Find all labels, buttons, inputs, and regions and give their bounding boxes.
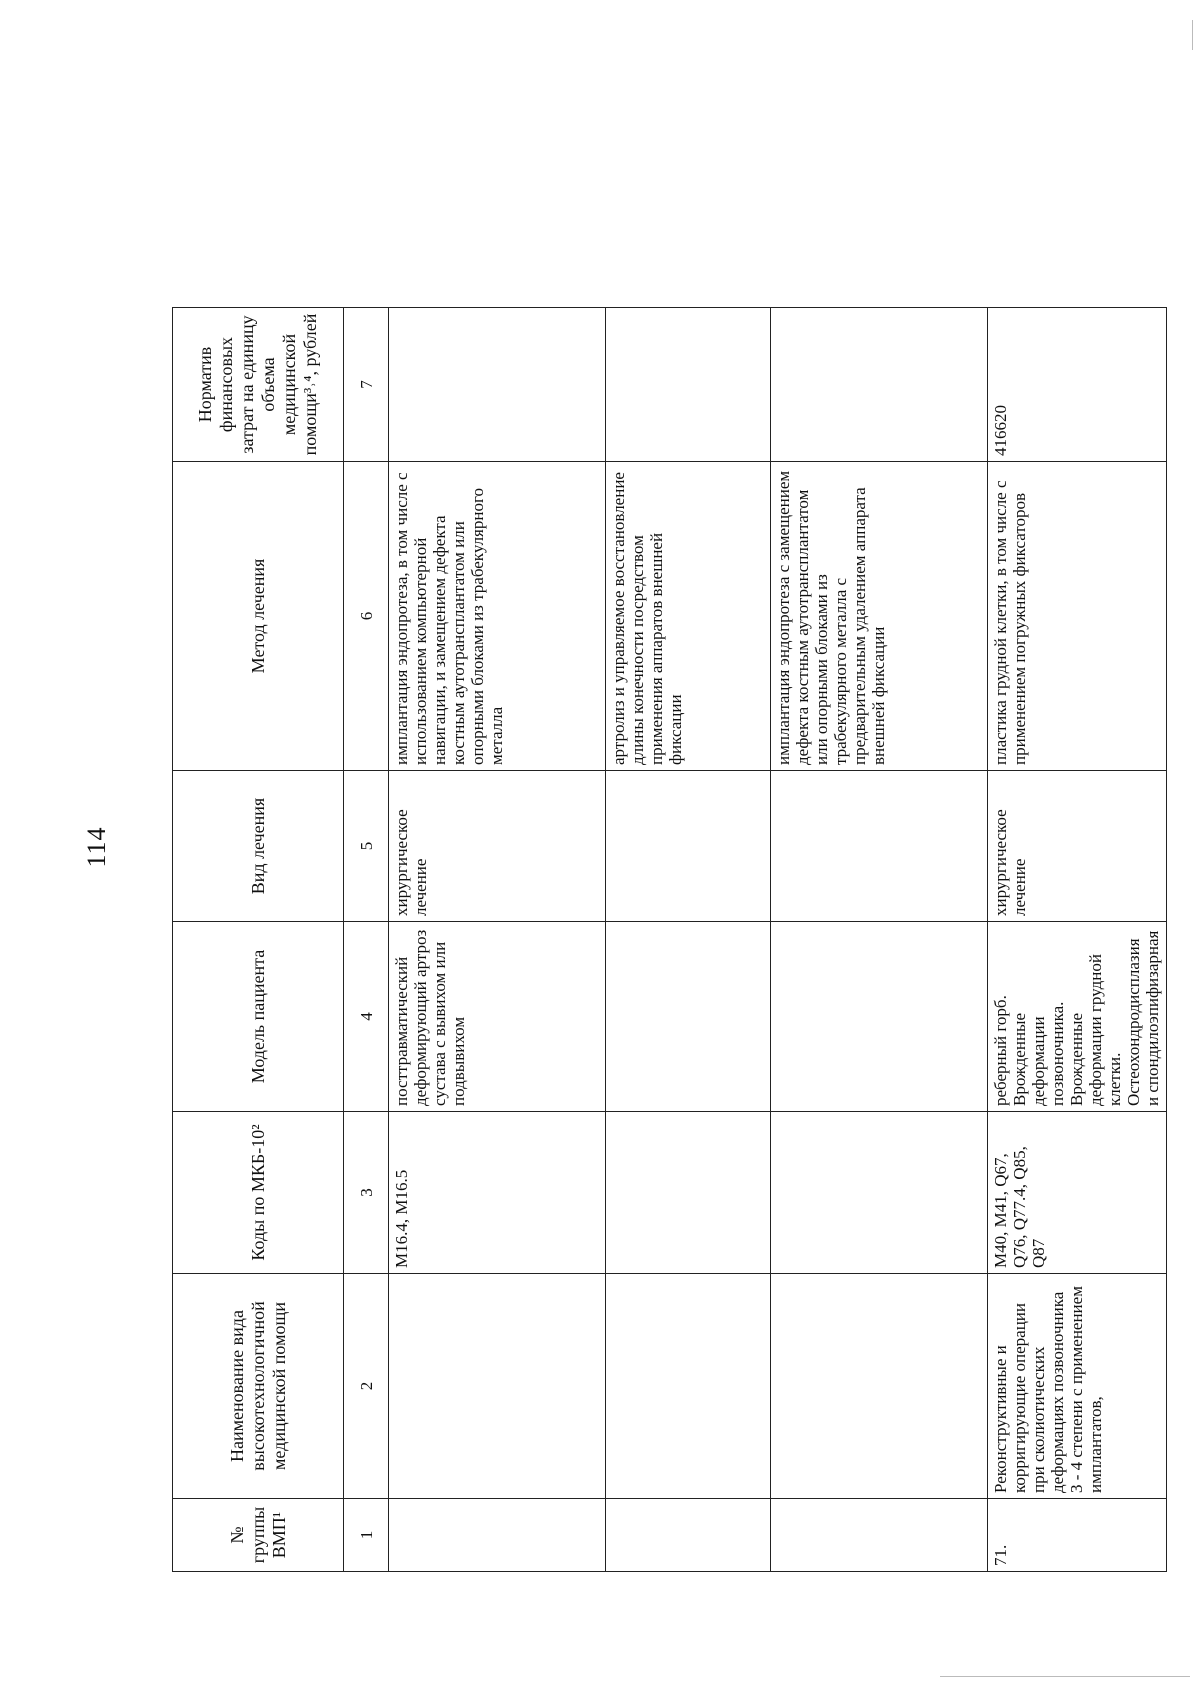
- header-treatment-type: Вид лечения: [173, 771, 344, 922]
- header-method: Метод лечения: [173, 462, 344, 771]
- table-row: [606, 308, 771, 1572]
- header-group: № группы ВМП¹: [173, 1499, 344, 1572]
- column-number: 5: [344, 771, 389, 922]
- cell-group: [389, 1499, 606, 1572]
- column-number: 2: [344, 1274, 389, 1499]
- cell-method: имплантация эндопротеза с замещением дефекта костным аутотрансплантатом или опорными блоками из трабекулярного металла с предварительным удалением аппарата внешней фиксации: [771, 462, 988, 771]
- cell-group: [606, 1499, 771, 1572]
- header-row: [173, 308, 344, 1572]
- page-number: 114: [82, 826, 111, 868]
- table-row: [771, 308, 988, 1572]
- scan-edge-mark: [940, 1676, 1190, 1677]
- cell-treatment-type: [771, 771, 988, 922]
- cell-patient-model: посттравматический деформирующий артроз сустава с вывихом или подвывихом: [389, 922, 606, 1112]
- cell-method: пластика грудной клетки, в том числе с применением погружных фиксаторов: [988, 462, 1167, 771]
- table-row: [389, 308, 606, 1572]
- cell-codes: [606, 1112, 771, 1274]
- cell-method: имплантация эндопротеза, в том числе с использованием компьютерной навигации, и замещением дефекта костным аутотрансплантатом или опорными блоками из трабекулярного металла: [389, 462, 606, 771]
- cell-codes: M40, M41, Q67, Q76, Q77.4, Q85, Q87: [988, 1112, 1167, 1274]
- cell-cost: 416620: [988, 308, 1167, 462]
- cell-treatment-type: хирургическое лечение: [988, 771, 1167, 922]
- header-patient-model: Модель пациента: [173, 922, 344, 1112]
- cell-name: [389, 1274, 606, 1499]
- table-row: [988, 308, 1167, 1572]
- column-number: 1: [344, 1499, 389, 1572]
- cell-patient-model: [771, 922, 988, 1112]
- vmp-table: [172, 307, 1167, 1572]
- column-number: 3: [344, 1112, 389, 1274]
- header-codes: Коды по МКБ-10²: [173, 1112, 344, 1274]
- cell-name: [771, 1274, 988, 1499]
- cell-cost: [389, 308, 606, 462]
- cell-group: 71.: [988, 1499, 1167, 1572]
- column-number: 4: [344, 922, 389, 1112]
- vmp-table-container: [172, 307, 1167, 1572]
- cell-treatment-type: [606, 771, 771, 922]
- header-cost: Норматив финансовых затрат на единицу объема медицинской помощи³˒⁴, рублей: [173, 308, 344, 462]
- column-number-row: [344, 308, 389, 1572]
- cell-cost: [771, 308, 988, 462]
- scan-edge-mark: [1192, 20, 1193, 50]
- cell-patient-model: реберный горб. Врожденные деформации позвоночника. Врожденные деформации грудной клетки. Остеохондродисплазия и спондилоэпифизарная: [988, 922, 1167, 1112]
- cell-codes: M16.4, M16.5: [389, 1112, 606, 1274]
- cell-patient-model: [606, 922, 771, 1112]
- column-number: 7: [344, 308, 389, 462]
- header-name: Наименование вида высокотехнологичной медицинской помощи: [173, 1274, 344, 1499]
- cell-method: артролиз и управляемое восстановление длины конечности посредством применения аппаратов внешней фиксации: [606, 462, 771, 771]
- cell-name: [606, 1274, 771, 1499]
- cell-codes: [771, 1112, 988, 1274]
- cell-treatment-type: хирургическое лечение: [389, 771, 606, 922]
- column-number: 6: [344, 462, 389, 771]
- cell-name: Реконструктивные и корригирующие операции при сколиотических деформациях позвоночника 3 - 4 степени с применением имплантатов,: [988, 1274, 1167, 1499]
- cell-cost: [606, 308, 771, 462]
- cell-group: [771, 1499, 988, 1572]
